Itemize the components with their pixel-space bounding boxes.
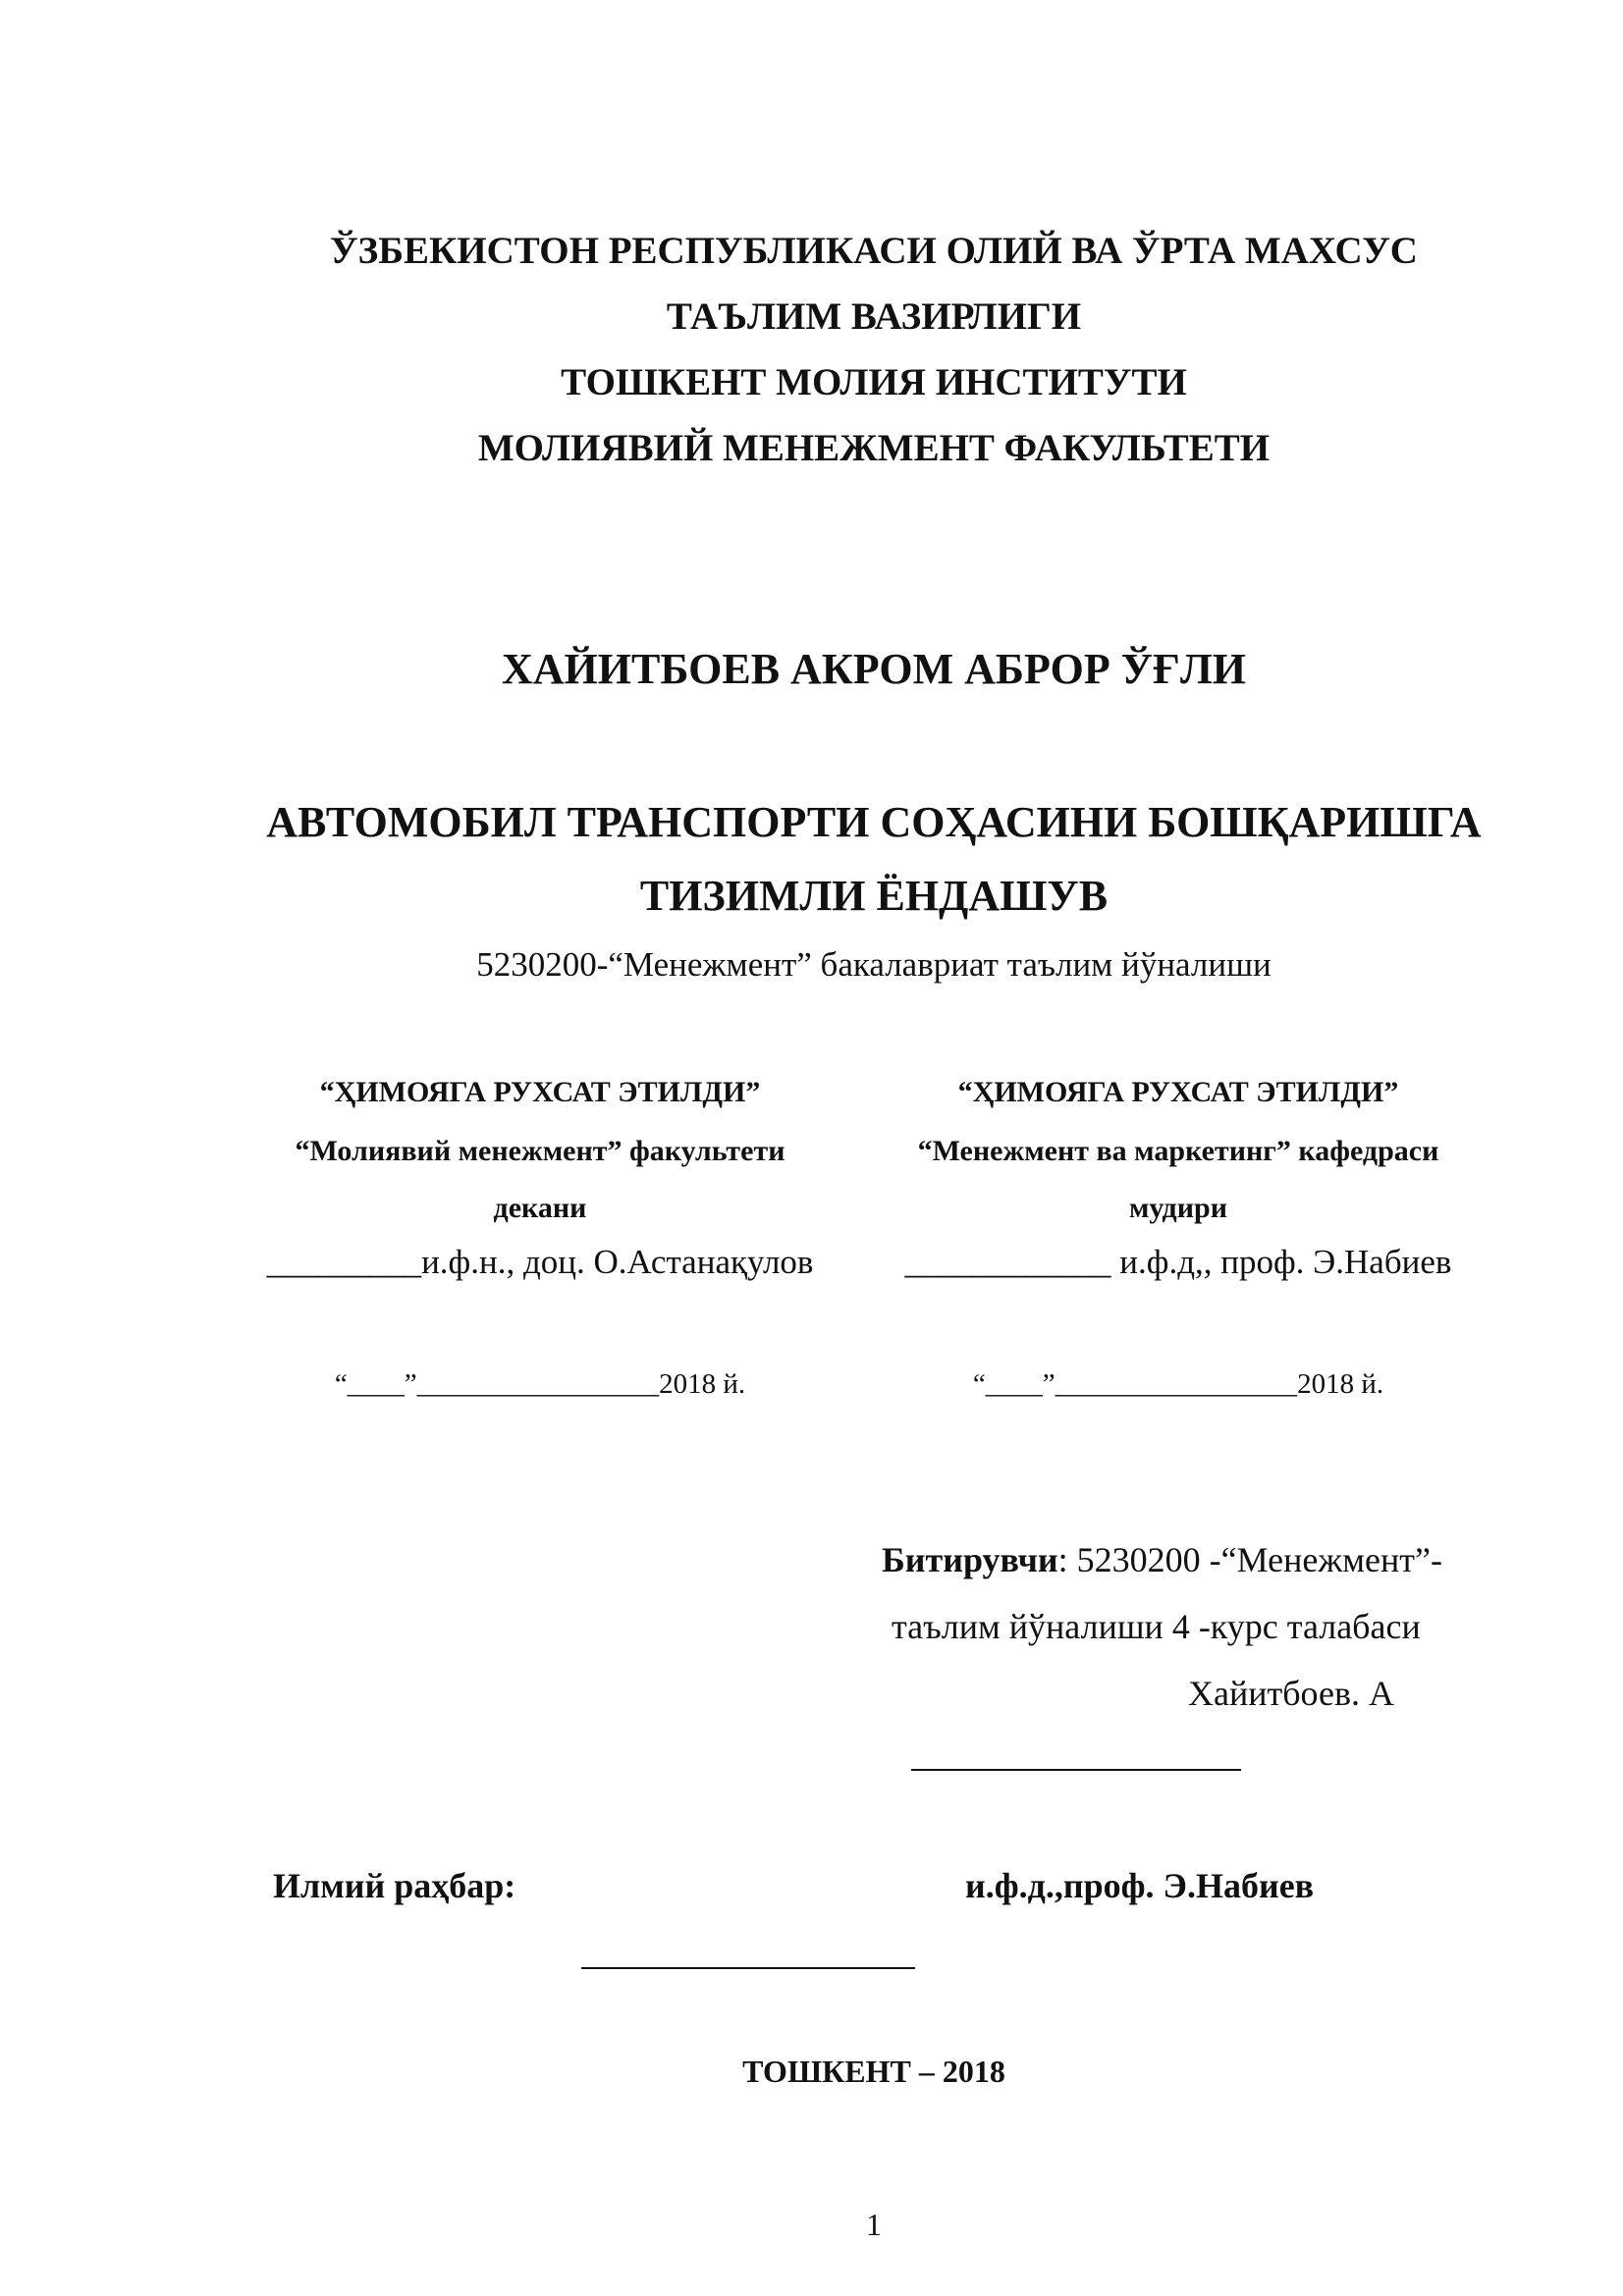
graduate-program: : 5230200 -“Менежмент”- — [1057, 1540, 1442, 1579]
graduate-label: Битирувчи — [882, 1540, 1058, 1579]
graduate-name: Хайитбоев. А — [1188, 1674, 1394, 1713]
approval-left-role-line-2: декани — [493, 1192, 587, 1224]
institute-name: ТОШКЕНТ МОЛИЯ ИНСТИТУТИ — [561, 361, 1187, 403]
faculty-name: МОЛИЯВИЙ МЕНЕЖМЕНТ ФАКУЛЬТЕТИ — [477, 427, 1271, 469]
approval-left-role-line-1: “Молиявий менежмент” факультети — [295, 1135, 785, 1167]
approval-left-signature: _________и.ф.н., доц. О.Астанақулов — [266, 1243, 814, 1281]
supervisor-label: Илмий раҳбар: — [273, 1866, 516, 1905]
page-number: 1 — [866, 2207, 882, 2242]
approval-right-role-line-1: “Менежмент ва маркетинг” кафедраси — [917, 1135, 1439, 1167]
ministry-line-1: ЎЗБЕКИСТОН РЕСПУБЛИКАСИ ОЛИЙ ВА ЎРТА МАХСУС — [330, 230, 1418, 272]
city-year: ТОШКЕНТ – 2018 — [742, 2054, 1005, 2089]
approval-right-heading: “ҲИМОЯГА РУХСАТ ЭТИЛДИ” — [957, 1076, 1399, 1108]
ministry-line-2: ТАЪЛИМ ВАЗИРЛИГИ — [666, 295, 1082, 338]
study-program: 5230200-“Менежмент” бакалавриат таълим йўналиши — [476, 945, 1271, 984]
approval-left-heading: “ҲИМОЯГА РУХСАТ ЭТИЛДИ” — [319, 1076, 761, 1108]
supervisor-signature-line — [581, 1967, 915, 1969]
graduate-line-2: таълим йўналиши 4 -курс талабаси — [892, 1607, 1421, 1646]
approval-left-date: “____”_________________2018 й. — [334, 1368, 746, 1400]
approval-right-date: “____”_________________2018 й. — [972, 1368, 1384, 1400]
supervisor-name: и.ф.д.,проф. Э.Набиев — [965, 1866, 1315, 1905]
thesis-title-line-1: АВТОМОБИЛ ТРАНСПОРТИ СОҲАСИНИ БОШҚАРИШГА — [266, 798, 1482, 846]
approval-right-role-line-2: мудири — [1129, 1192, 1227, 1224]
graduate-line-1 — [882, 1539, 1442, 1580]
approval-right-signature: ____________ и.ф.д,, проф. Э.Набиев — [904, 1243, 1452, 1281]
author-name: ХАЙИТБОЕВ АКРОМ АБРОР ЎҒЛИ — [502, 645, 1246, 693]
thesis-title-line-2: ТИЗИМЛИ ЁНДАШУВ — [639, 872, 1109, 920]
graduate-signature-line — [911, 1769, 1241, 1771]
